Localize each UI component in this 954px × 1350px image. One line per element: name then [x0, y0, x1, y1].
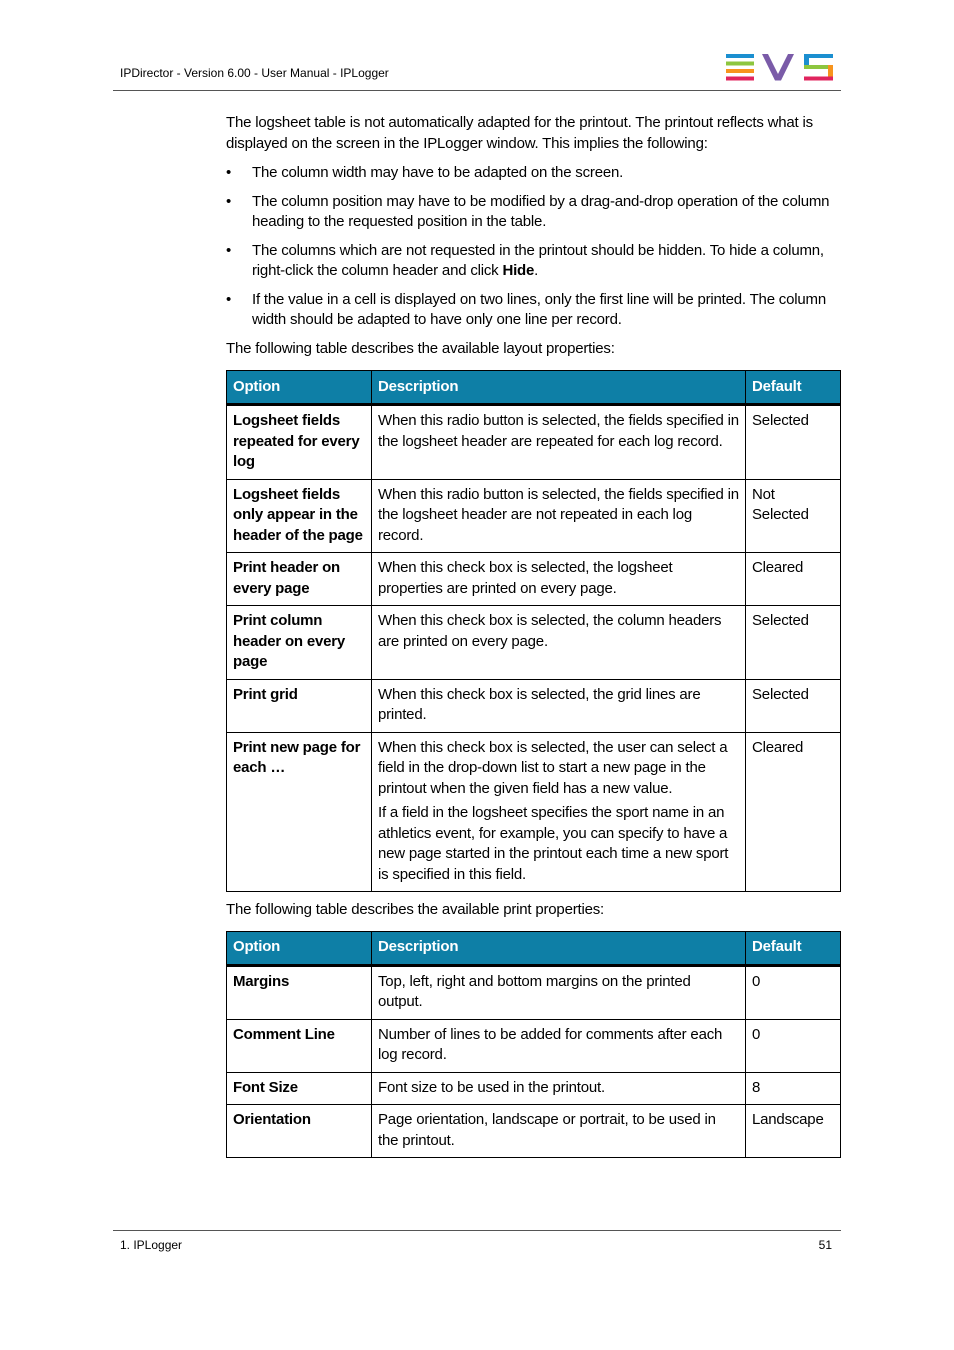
option-cell: Print header on every page — [227, 553, 372, 606]
description-text: When this check box is selected, the user can select a field in the drop-down list to start a new page in the printout when the given field has a new value. — [378, 738, 728, 797]
bullet-text: The columns which are not requested in the printout should be hidden. To hide a column, right-click the column header and click — [252, 241, 824, 279]
description-cell — [372, 553, 746, 606]
table-row — [227, 553, 841, 606]
layout-table-body — [227, 405, 841, 892]
table-header-row — [227, 371, 841, 405]
column-header-description: Description — [372, 931, 746, 965]
bullet-icon: • — [226, 164, 232, 181]
description-cell — [372, 405, 746, 480]
main-content — [226, 113, 840, 1158]
column-header-option: Option — [227, 371, 372, 405]
default-cell: 8 — [746, 1072, 841, 1105]
option-cell: Print new page for each … — [227, 732, 372, 892]
table-header-row — [227, 931, 841, 965]
header-rule — [113, 90, 841, 91]
footer-rule — [113, 1230, 841, 1231]
option-cell: Comment Line — [227, 1019, 372, 1072]
bullet-icon: • — [226, 290, 232, 308]
bullet-list — [226, 163, 840, 331]
bullet-icon: • — [226, 192, 232, 210]
option-cell: Print column header on every page — [227, 606, 372, 680]
description-text: When this check box is selected, the column headers are printed on every page. — [378, 612, 722, 650]
table-row — [227, 606, 841, 680]
column-header-default: Default — [746, 931, 841, 965]
bullet-item — [226, 163, 840, 184]
default-cell: Cleared — [746, 553, 841, 606]
print-properties-table — [226, 931, 841, 1159]
default-cell: Selected — [746, 679, 841, 732]
page-number: 51 — [818, 1238, 832, 1252]
column-header-description: Description — [372, 371, 746, 405]
column-header-option: Option — [227, 931, 372, 965]
bullet-icon: • — [226, 241, 232, 259]
option-cell: Print grid — [227, 679, 372, 732]
evs-logo — [726, 54, 834, 81]
description-text: When this radio button is selected, the fields specified in the logsheet header are not repeated in each log record. — [378, 485, 739, 544]
print-table-body — [227, 965, 841, 1158]
default-cell: Not Selected — [746, 479, 841, 553]
description-cell — [372, 479, 746, 553]
description-cell — [372, 606, 746, 680]
option-cell: Margins — [227, 965, 372, 1019]
bullet-bold-text: Hide — [502, 262, 535, 279]
bullet-text: The column position may have to be modified by a drag-and-drop operation of the column heading to the requested position in the table. — [252, 192, 830, 230]
description-text: Top, left, right and bottom margins on the printed output. — [378, 972, 691, 1010]
bullet-item — [226, 290, 840, 331]
option-cell: Font Size — [227, 1072, 372, 1105]
table-row — [227, 965, 841, 1019]
description-text: When this check box is selected, the logsheet properties are printed on every page. — [378, 559, 673, 597]
default-cell: Landscape — [746, 1105, 841, 1158]
default-cell: 0 — [746, 965, 841, 1019]
bullet-text: If the value in a cell is displayed on two lines, only the first line will be printed. The column width should be adapted to have only one line per record. — [252, 290, 826, 328]
intro-paragraph: The logsheet table is not automatically adapted for the printout. The printout reflects what is displayed on the screen in the IPLogger window. This implies the following: — [226, 114, 813, 152]
table-row — [227, 1019, 841, 1072]
description-cell — [372, 732, 746, 892]
description-text: Number of lines to be added for comments after each log record. — [378, 1025, 723, 1063]
bullet-text-end: . — [534, 262, 539, 279]
table-row — [227, 679, 841, 732]
print-table-intro: The following table describes the available print properties: — [226, 901, 605, 918]
bullet-item — [226, 192, 840, 233]
option-cell: Orientation — [227, 1105, 372, 1158]
table-row — [227, 732, 841, 892]
layout-properties-table — [226, 370, 841, 892]
bullet-text: The column width may have to be adapted on the screen. — [252, 164, 624, 181]
bullet-item — [226, 241, 840, 282]
description-text: When this radio button is selected, the fields specified in the logsheet header are repeated for each log record. — [378, 412, 739, 450]
description-text: When this check box is selected, the grid lines are printed. — [378, 685, 701, 723]
option-cell: Logsheet fields only appear in the header of the page — [227, 479, 372, 553]
table-row — [227, 1072, 841, 1105]
page-header-title: IPDirector - Version 6.00 - User Manual - IPLogger — [120, 66, 389, 80]
default-cell: Selected — [746, 405, 841, 480]
description-cell — [372, 1019, 746, 1072]
description-cell — [372, 965, 746, 1019]
default-cell: 0 — [746, 1019, 841, 1072]
table-row — [227, 479, 841, 553]
description-cell — [372, 1072, 746, 1105]
default-cell: Selected — [746, 606, 841, 680]
description-text: If a field in the logsheet specifies the sport name in an athletics event, for example, you can specify to have a new page started in the printout each time a new sport is specified in this field. — [378, 804, 729, 883]
column-header-default: Default — [746, 371, 841, 405]
description-text: Page orientation, landscape or portrait, to be used in the printout. — [378, 1111, 716, 1149]
layout-table-intro: The following table describes the available layout properties: — [226, 339, 615, 357]
option-cell: Logsheet fields repeated for every log — [227, 405, 372, 480]
default-cell: Cleared — [746, 732, 841, 892]
table-row — [227, 405, 841, 480]
description-text: Font size to be used in the printout. — [378, 1078, 605, 1096]
description-cell — [372, 1105, 746, 1158]
description-cell — [372, 679, 746, 732]
footer-section: 1. IPLogger — [120, 1238, 183, 1252]
table-row — [227, 1105, 841, 1158]
